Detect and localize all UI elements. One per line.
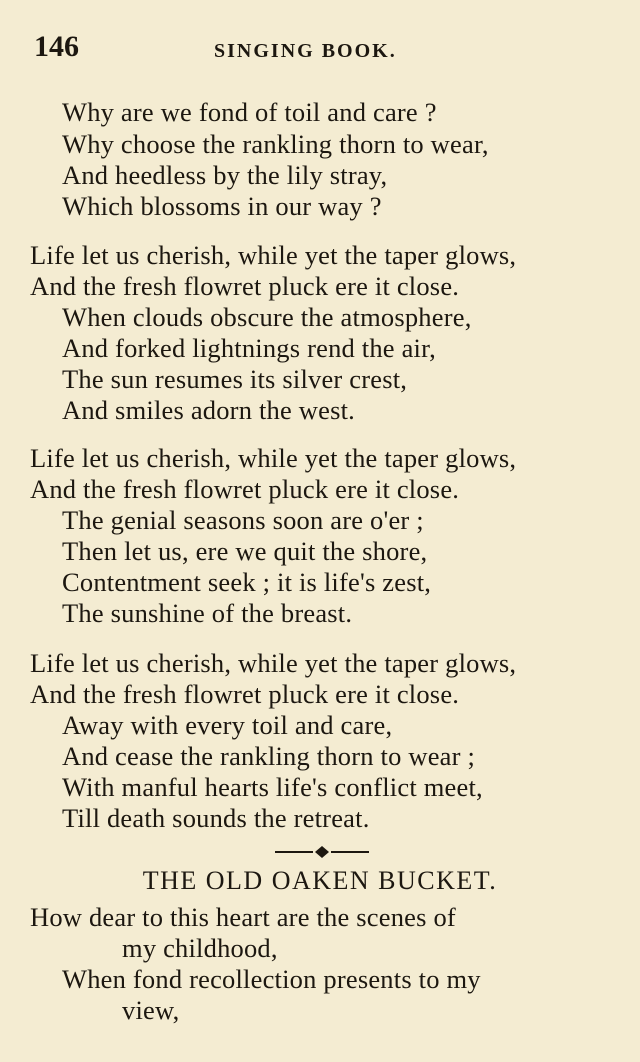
- verse-line: view,: [122, 995, 180, 1025]
- verse-line: Why are we fond of toil and care ?: [62, 97, 437, 127]
- verse-line: And smiles adorn the west.: [62, 395, 355, 425]
- refrain-line: Life let us cherish, while yet the taper glows,: [30, 648, 517, 678]
- verse-line: And heedless by the lily stray,: [62, 160, 388, 190]
- refrain-line: And the fresh flowret pluck ere it close.: [30, 474, 460, 504]
- verse-line: When clouds obscure the atmosphere,: [62, 302, 472, 332]
- verse-line: my childhood,: [122, 933, 278, 963]
- verse-line: The sunshine of the breast.: [62, 598, 353, 628]
- refrain-line: Life let us cherish, while yet the taper glows,: [30, 443, 517, 473]
- page-number: 146: [34, 30, 79, 63]
- verse-line: Contentment seek ; it is life's zest,: [62, 567, 432, 597]
- verse-line: When fond recollection presents to my: [62, 964, 481, 994]
- refrain-line: Life let us cherish, while yet the taper glows,: [30, 240, 517, 270]
- song-title: THE OLD OAKEN BUCKET.: [142, 866, 498, 895]
- verse-line: The sun resumes its silver crest,: [62, 364, 408, 394]
- page-header: [34, 30, 608, 70]
- verse-line: And forked lightnings rend the air,: [62, 333, 436, 363]
- verse-line: Which blossoms in our way ?: [62, 191, 382, 221]
- verse-line: The genial seasons soon are o'er ;: [62, 505, 424, 535]
- verse-line: Then let us, ere we quit the shore,: [62, 536, 428, 566]
- refrain-line: And the fresh flowret pluck ere it close.: [30, 679, 460, 709]
- verse-line: How dear to this heart are the scenes of: [30, 902, 456, 932]
- verse-line: With manful hearts life's conflict meet,: [62, 772, 483, 802]
- verse-line: Till death sounds the retreat.: [62, 803, 370, 833]
- verse-line: Away with every toil and care,: [62, 710, 393, 740]
- verse-line: Why choose the rankling thorn to wear,: [62, 129, 489, 159]
- verse-line: And cease the rankling thorn to wear ;: [62, 741, 476, 771]
- refrain-line: And the fresh flowret pluck ere it close.: [30, 271, 460, 301]
- running-head: SINGING BOOK.: [214, 40, 397, 62]
- ornament-divider: [273, 844, 371, 860]
